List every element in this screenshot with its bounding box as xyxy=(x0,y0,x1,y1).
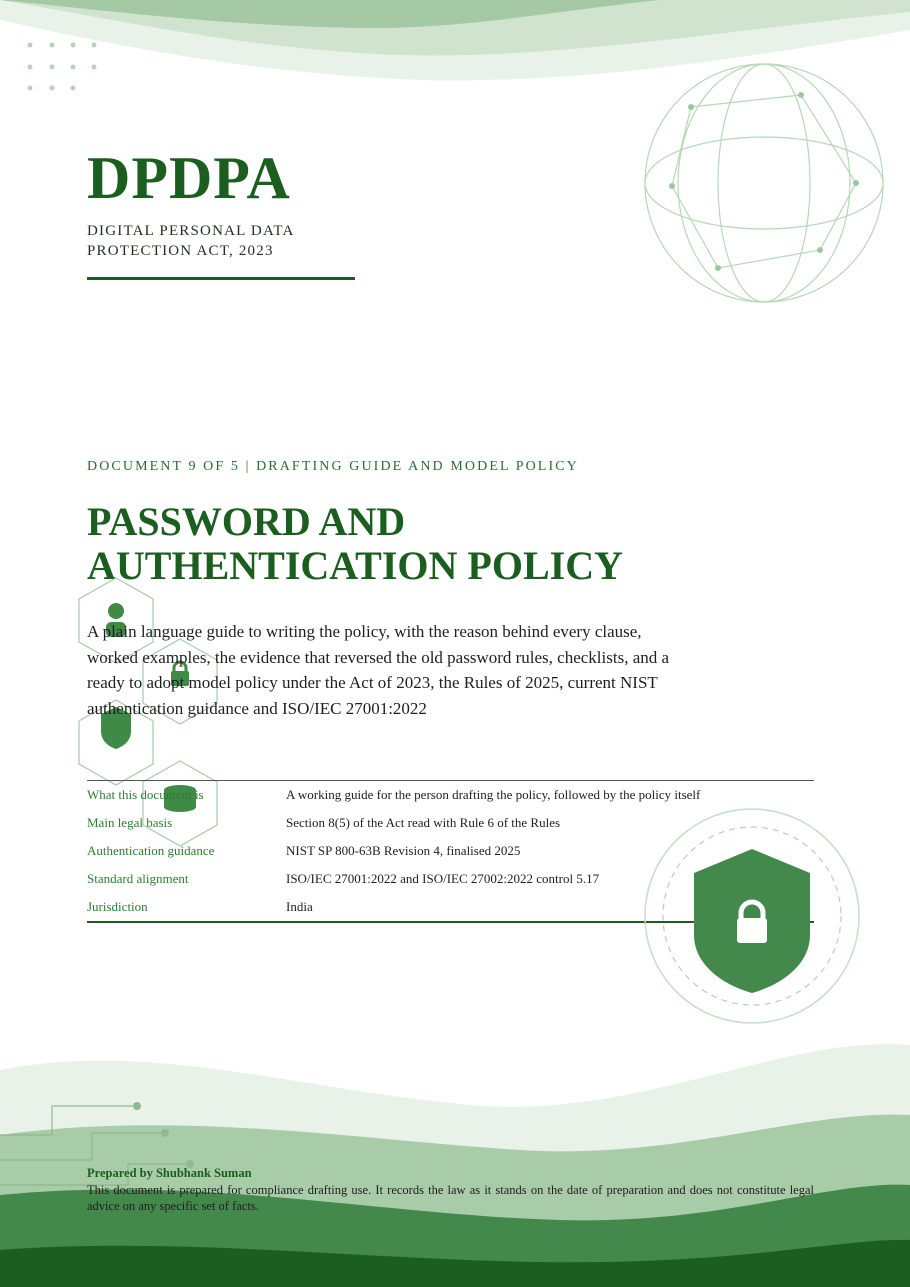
info-value: A working guide for the person drafting the policy, followed by the policy itself xyxy=(286,787,701,802)
info-key: Main legal basis xyxy=(87,815,173,830)
document-title: PASSWORD AND AUTHENTICATION POLICY xyxy=(87,499,623,588)
document-intro: A plain language guide to writing the policy, with the reason behind every clause, worked examples, the evidence that reversed the old password rules, checklists, and a ready to adopt model policy under the Act of 2023, the Rules of 2025, current NIST authentication guidance and ISO/IEC 27001:2022 xyxy=(87,622,670,718)
info-key: What this document is xyxy=(87,787,204,802)
info-value: ISO/IEC 27001:2022 and ISO/IEC 27002:2022 control 5.17 xyxy=(286,871,600,886)
disclaimer-note: This document is prepared for compliance drafting use. It records the law as it stands on the date of preparation and does not constitute legal advice on any specific set of facts. xyxy=(87,1182,814,1213)
info-value: NIST SP 800-63B Revision 4, finalised 2025 xyxy=(286,843,521,858)
footer xyxy=(87,1165,814,1215)
brand-subtitle: DIGITAL PERSONAL DATA PROTECTION ACT, 2023 xyxy=(87,223,294,259)
info-value: India xyxy=(286,899,313,914)
brand-title: DPDPA xyxy=(87,145,291,211)
prepared-by: Prepared by Shubhank Suman xyxy=(87,1166,252,1180)
info-key: Standard alignment xyxy=(87,871,189,886)
info-key: Authentication guidance xyxy=(87,843,215,858)
document-label: DOCUMENT 9 OF 5 | DRAFTING GUIDE AND MODEL POLICY xyxy=(87,459,579,474)
info-key: Jurisdiction xyxy=(87,899,148,914)
info-value: Section 8(5) of the Act read with Rule 6 of the Rules xyxy=(286,815,561,830)
